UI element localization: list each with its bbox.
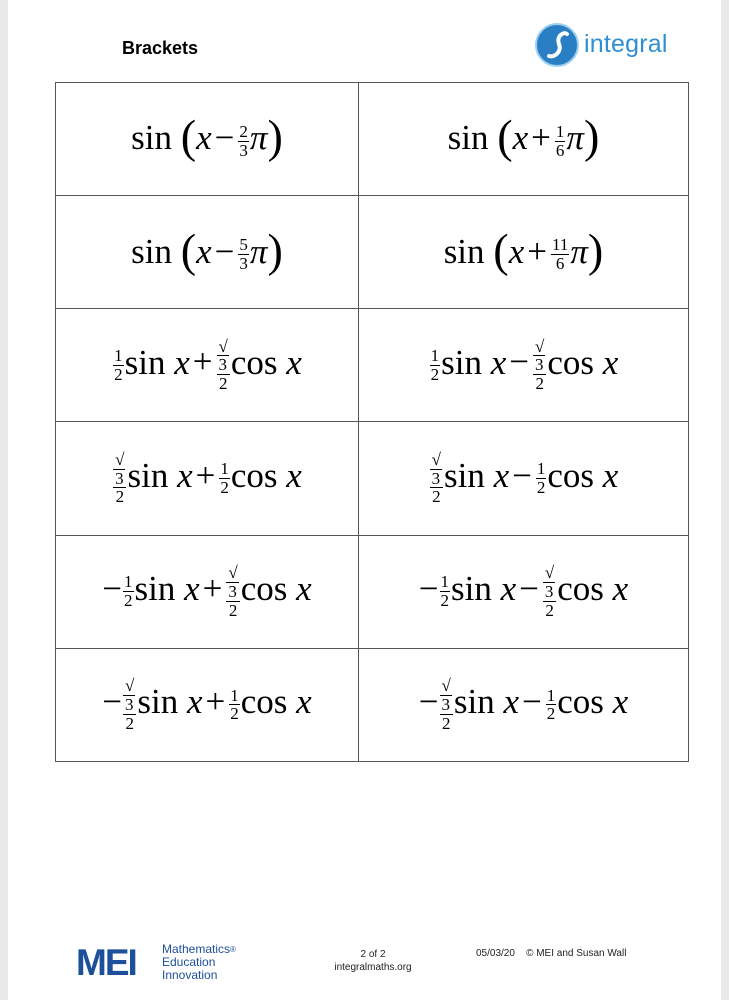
card-half-sin-plus-root3-2-cos: $\frac{1}{2}$ sin x+ √ 3 2 cos x [56,309,359,422]
card-half-sin-minus-root3-2-cos: $\frac{1}{2}$ sin x− √ 3 2 cos x [359,309,689,422]
date: 05/03/20 [476,948,515,959]
integral-logo-icon [534,22,580,68]
page-title: Brackets [122,38,199,58]
copyright: © MEI and Susan Wall [526,948,627,959]
card-row [56,422,689,535]
card-sin-x-plus-11-6-pi: sin (x+ $\frac{11}{6}$ π) [359,196,689,309]
card-row [56,535,689,648]
card-row [56,309,689,422]
mei-logo [76,942,276,982]
integral-logo [534,22,684,70]
card-sin-x-minus-5-3-pi: sin (x− $\frac{5}{3}$ π) [56,196,359,309]
page-number: 2 of 2 integralmaths.org [318,948,428,974]
worksheet-page [8,0,721,1000]
card-root3-2-sin-minus-half-cos: √ 3 2 sin x− $\frac{1}{2}$ cos x [359,422,689,535]
card-sin-x-minus-2-3-pi: sin (x− $\frac{2}{3}$ π) [56,83,359,196]
card-neg-half-sin-minus-root3-2-cos: − $\frac{1}{2}$ sin x− √ 3 2 cos x [359,535,689,648]
mei-logo-mark: MEI [76,942,136,983]
mei-logo-text: Mathematics® Education Innovation [162,942,236,982]
card-grid [55,82,689,762]
card-neg-half-sin-plus-root3-2-cos: − $\frac{1}{2}$ sin x+ √ 3 2 cos x [56,535,359,648]
card-row [56,648,689,761]
card-sin-x-plus-1-6-pi: sin (x+ $\frac{1}{6}$ π) [359,83,689,196]
integral-wordmark: integral [584,30,668,58]
card-row [56,196,689,309]
site-url: integralmaths.org [334,962,412,973]
card-neg-root3-2-sin-minus-half-cos: − √ 3 2 sin x− $\frac{1}{2}$ cos x [359,648,689,761]
card-neg-root3-2-sin-plus-half-cos: − √ 3 2 sin x+ $\frac{1}{2}$ cos x [56,648,359,761]
footer-meta [476,948,626,959]
card-row [56,83,689,196]
card-root3-2-sin-plus-half-cos: √ 3 2 sin x+ $\frac{1}{2}$ cos x [56,422,359,535]
